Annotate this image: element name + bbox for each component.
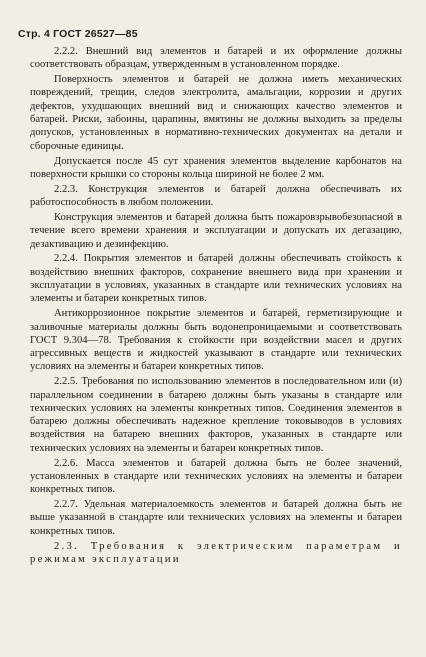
- paragraph-2-2-7: 2.2.7. Удельная материалоемкость элементов и батарей должна быть не выше указанной в стандарте или технических условиях на элементы и батареи конкретных типов.: [30, 499, 402, 537]
- paragraph-anticorrosion: Антикоррозионное покрытие элементов и батарей, герметизирующие и заливочные материалы должны быть водонепроницаемыми и соответствовать ГОСТ 9.304—78. Требования к стойкости при воздействии масел и других агрессивных веществ и жидкостей указывают в стандарте или технических условиях на элементы и батареи конкретных типов.: [30, 308, 402, 373]
- page-header: Стр. 4 ГОСТ 26527—85: [18, 28, 138, 40]
- paragraph-2-2-5: 2.2.5. Требования по использованию элементов в последовательном или (и) параллельном соединении в батарею должны быть указаны в стандарте или технических условиях на элементы конкретных типов. Соединения элементов в батарею должны обеспечивать надежное крепление токовыводов в условиях воздействия на батарею внешних факторов, указанных в стандарте или технических условиях на элементы и батареи конкретных типов.: [30, 376, 402, 454]
- paragraph-2-2-3: 2.2.3. Конструкция элементов и батарей должна обеспечивать их работоспособность в любом положении.: [30, 183, 402, 209]
- paragraph-2-2-2: 2.2.2. Внешний вид элементов и батарей и их оформление должны соответствовать образцам, утвержденным в установленном порядке.: [30, 46, 402, 71]
- paragraph-surface: Поверхность элементов и батарей не должна иметь механических повреждений, трещин, следов электролита, амальгации, коррозии и других дефектов, ухудшающих внешний вид и снижающих качество элементов и батарей. Риски, забоины, царапины, вмятины не должны выходить за пределы допусков, установленных в нормативно-технических документах на детали и сборочные единицы.: [30, 74, 402, 152]
- paragraph-fire-safety: Конструкция элементов и батарей должна быть пожаровзрывобезопасной в течение всего времени хранения и эксплуатации и допускать их дегазацию, дезактивацию и дезинфекцию.: [30, 211, 402, 250]
- paragraph-2-2-4: 2.2.4. Покрытия элементов и батарей должны обеспечивать стойкость к воздействию внешних факторов, сохранение внешнего вида при хранении и эксплуатации в условиях, указанных в стандарте или технических условиях на элементы и батареи конкретных типов.: [30, 253, 402, 305]
- paragraph-2-2-6: 2.2.6. Масса элементов и батарей должна быть не более значений, установленных в стандарте или технических условиях на элементы и батареи конкретных типов.: [30, 457, 402, 496]
- document-body: [30, 45, 402, 568]
- section-heading-2-3: 2.3. Требования к электрическим параметрам и режимам эксплуатации: [30, 540, 402, 565]
- paragraph-carbonates: Допускается после 45 сут хранения элементов выделение карбонатов на поверхности крышки со стороны кольца шириной не более 2 мм.: [30, 155, 402, 180]
